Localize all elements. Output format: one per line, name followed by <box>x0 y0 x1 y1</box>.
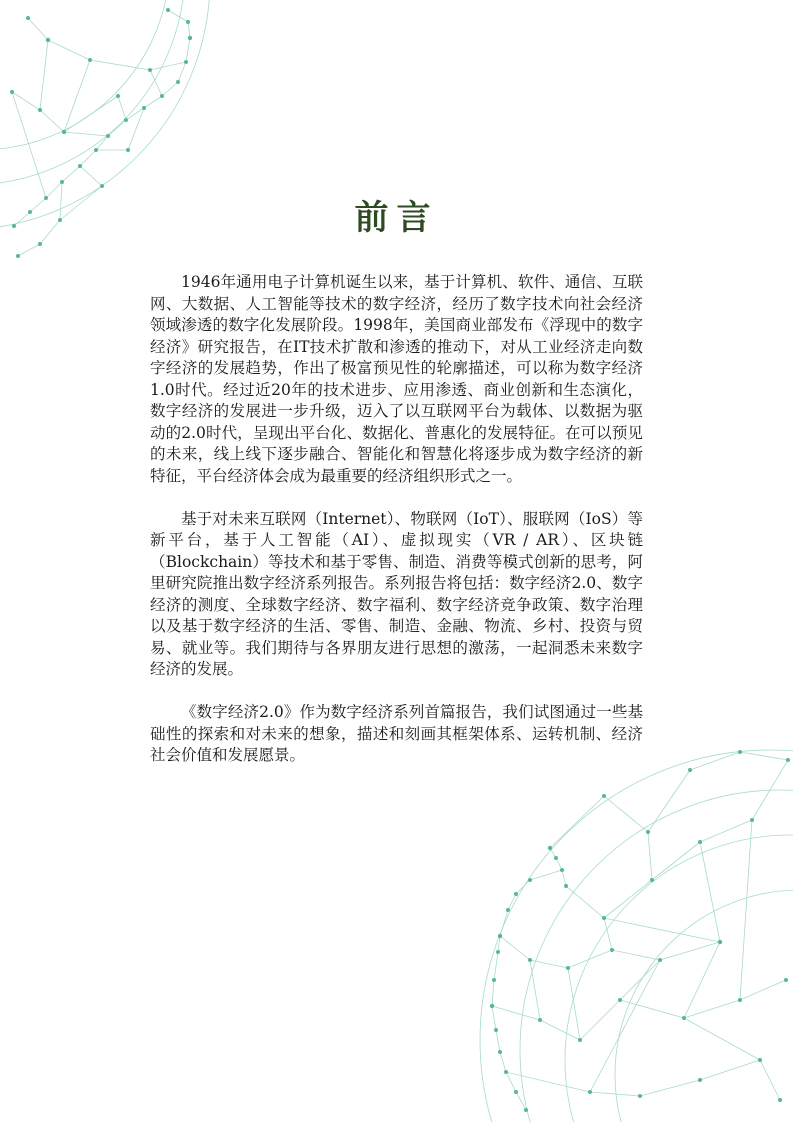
network-node <box>46 38 50 42</box>
network-node <box>538 1018 542 1022</box>
network-node <box>784 978 788 982</box>
network-node <box>658 958 662 962</box>
paragraph-2: 基于对未来互联网（Internet）、物联网（IoT）、服联网（IoS）等新平台，基于人工智能（AI）、虚拟现实（VR / AR）、区块链（Blockchain）等技术和基于零售、制造、消费等模式创新的思考，阿里研究院推出数字经济系列报告。系列报告将包括：数字经济2.0、数字经济的测度、全球数字经济、数字福利、数字经济竞争政策、数字治理以及基于数字经济的生活、零售、制造、金融、物流、乡村、投资与贸易、就业等。我们期待与各界朋友进行思想的激荡，一起洞悉未来数字经济的发展。 <box>150 509 643 678</box>
body-text <box>150 272 643 788</box>
network-node <box>38 108 42 112</box>
network-node <box>142 106 146 110</box>
network-node <box>718 940 722 944</box>
network-node <box>60 180 64 184</box>
network-node <box>88 58 92 62</box>
network-node <box>698 840 702 844</box>
network-node <box>638 1094 642 1098</box>
network-node <box>738 998 742 1002</box>
network-node <box>688 768 692 772</box>
network-node <box>646 830 650 834</box>
network-node <box>610 948 614 952</box>
network-node <box>26 16 30 20</box>
page-title: 前言 <box>354 198 439 238</box>
network-node <box>554 856 558 860</box>
network-node <box>750 818 754 822</box>
network-node <box>106 134 110 138</box>
network-node <box>738 750 742 754</box>
network-node <box>116 94 120 98</box>
network-node <box>566 966 570 970</box>
network-node <box>618 998 622 1002</box>
network-node <box>62 130 66 134</box>
network-node <box>494 1028 498 1032</box>
network-node <box>578 1038 582 1042</box>
network-node <box>560 868 564 872</box>
network-node <box>188 36 192 40</box>
network-node <box>682 1016 686 1020</box>
network-node <box>38 242 42 246</box>
network-node <box>78 164 82 168</box>
paragraph-1: 1946年通用电子计算机诞生以来，基于计算机、软件、通信、互联网、大数据、人工智能等技术的数字经济，经历了数字技术向社会经济领域渗透的数字化发展阶段。1998年，美国商业部发布《浮现中的数字经济》研究报告，在IT技术扩散和渗透的推动下，对从工业经济走向数字经济的发展趋势，作出了极富预见性的轮廓描述，可以称为数字经济1.0时代。经过近20年的技术进步、应用渗透、商业创新和生态演化，数字经济的发展进一步升级，迈入了以互联网平台为载体、以数据为驱动的2.0时代，呈现出平台化、数据化、普惠化的发展特征。在可以预见的未来，线上线下逐步融合、智能化和智慧化将逐步成为数字经济的新特征，平台经济体会成为最重要的经济组织形式之一。 <box>150 273 643 485</box>
network-node <box>548 846 552 850</box>
network-node <box>528 958 532 962</box>
network-node <box>588 1090 592 1094</box>
network-node <box>650 878 654 882</box>
network-node <box>176 80 180 84</box>
network-node <box>186 20 190 24</box>
network-node <box>126 148 130 152</box>
network-node <box>602 794 606 798</box>
network-node <box>160 94 164 98</box>
network-node <box>602 916 606 920</box>
network-node <box>786 758 790 762</box>
network-node <box>514 1090 518 1094</box>
network-node <box>94 148 98 152</box>
network-node <box>564 884 568 888</box>
network-node <box>524 1108 528 1112</box>
network-node <box>778 1098 782 1102</box>
network-node <box>166 8 170 12</box>
network-node <box>504 1070 508 1074</box>
network-node <box>514 892 518 896</box>
network-node <box>528 878 532 882</box>
bottom-right-network-graphic <box>480 750 793 1122</box>
network-node <box>758 1058 762 1062</box>
network-node <box>506 908 510 912</box>
network-node <box>492 978 496 982</box>
network-node <box>124 118 128 122</box>
network-node <box>184 60 188 64</box>
network-node <box>100 184 104 188</box>
network-node <box>698 1078 702 1082</box>
network-node <box>498 1050 502 1054</box>
network-node <box>490 1004 494 1008</box>
paragraph-3: 《数字经济2.0》作为数字经济系列首篇报告，我们试图通过一些基础性的探索和对未来的想象，描述和刻画其框架体系、运转机制、经济社会价值和发展愿景。 <box>150 703 643 764</box>
network-node <box>496 950 500 954</box>
network-node <box>148 68 152 72</box>
network-node <box>498 934 502 938</box>
network-node <box>10 90 14 94</box>
network-node <box>16 254 20 258</box>
